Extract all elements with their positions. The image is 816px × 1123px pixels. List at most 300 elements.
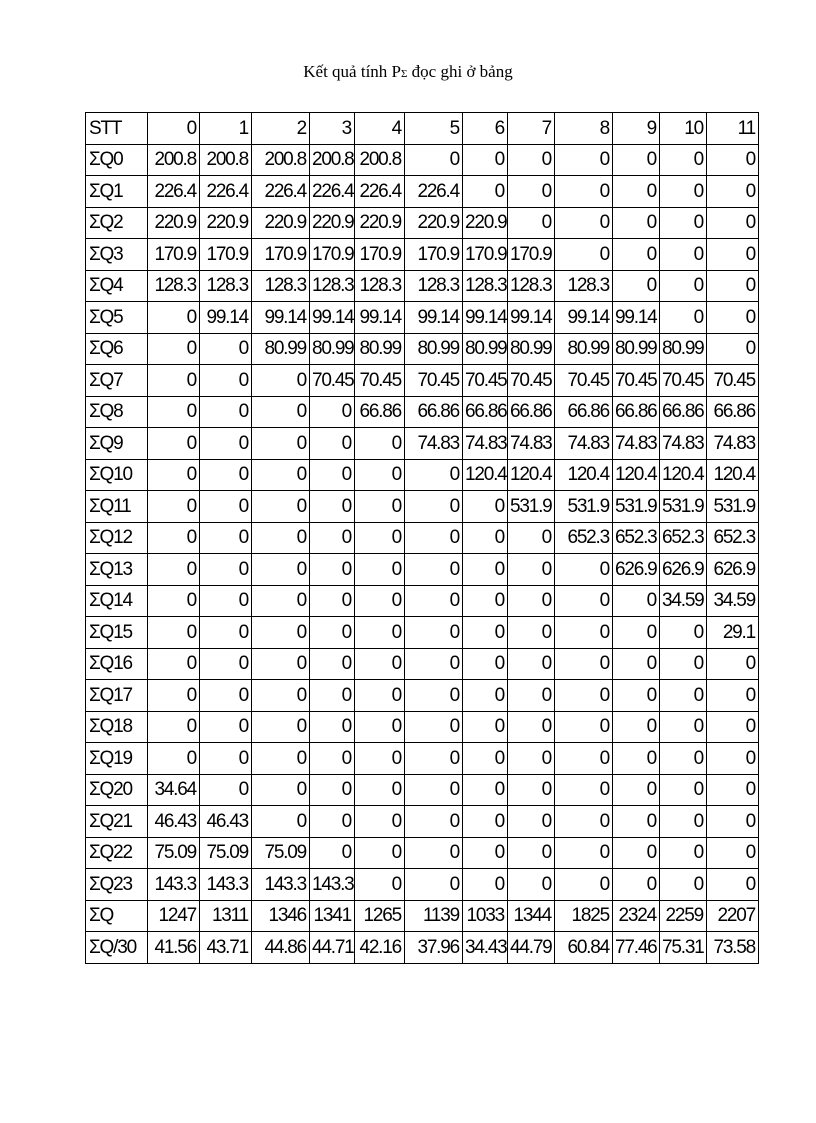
table-cell: 120.4	[660, 459, 707, 491]
table-cell: 43.71	[200, 932, 252, 964]
table-cell: 220.9	[252, 207, 310, 239]
table-cell: 226.4	[405, 176, 463, 208]
row-label: ΣQ5	[86, 302, 148, 334]
table-cell: 0	[613, 806, 660, 838]
table-cell: 44.86	[252, 932, 310, 964]
table-cell: 9	[613, 113, 660, 145]
table-cell: 0	[200, 743, 252, 775]
table-row	[86, 648, 759, 680]
table-cell: 0	[355, 711, 405, 743]
row-label: ΣQ19	[86, 743, 148, 775]
table-cell: 220.9	[200, 207, 252, 239]
table-cell: 0	[405, 459, 463, 491]
table-cell: 0	[405, 869, 463, 901]
table-cell: 0	[355, 774, 405, 806]
table-cell: 531.9	[613, 491, 660, 523]
table-row	[86, 176, 759, 208]
row-label: ΣQ	[86, 900, 148, 932]
table-cell: 80.99	[310, 333, 355, 365]
table-cell: 0	[555, 144, 613, 176]
table-cell: 0	[148, 585, 200, 617]
table-cell: 143.3	[310, 869, 355, 901]
table-cell: 0	[555, 176, 613, 208]
table-cell: 170.9	[463, 239, 508, 271]
table-cell: 0	[310, 774, 355, 806]
table-cell: 0	[355, 554, 405, 586]
table-cell: 66.86	[355, 396, 405, 428]
row-label: ΣQ23	[86, 869, 148, 901]
table-cell: 6	[463, 113, 508, 145]
table-cell: 0	[252, 554, 310, 586]
table-cell: 120.4	[707, 459, 759, 491]
table-cell: 0	[508, 869, 555, 901]
table-row	[86, 333, 759, 365]
table-cell: 0	[200, 333, 252, 365]
table-cell: 0	[200, 711, 252, 743]
table-cell: 0	[252, 585, 310, 617]
table-cell: 0	[613, 239, 660, 271]
table-cell: 0	[405, 585, 463, 617]
table-cell: 0	[405, 806, 463, 838]
table-cell: 0	[310, 743, 355, 775]
table-cell: 0	[508, 711, 555, 743]
table-cell: 0	[555, 774, 613, 806]
table-row	[86, 302, 759, 334]
table-cell: 0	[310, 491, 355, 523]
row-label: ΣQ0	[86, 144, 148, 176]
table-row	[86, 522, 759, 554]
table-cell: 0	[660, 869, 707, 901]
table-cell: 531.9	[555, 491, 613, 523]
table-cell: 0	[200, 491, 252, 523]
table-cell: 1	[200, 113, 252, 145]
table-cell: 44.79	[508, 932, 555, 964]
table-cell: 0	[707, 648, 759, 680]
table-cell: 0	[508, 774, 555, 806]
table-cell: 0	[148, 648, 200, 680]
table-cell: 0	[463, 144, 508, 176]
table-cell: 70.45	[707, 365, 759, 397]
table-cell: 0	[200, 774, 252, 806]
table-row	[86, 585, 759, 617]
table-row	[86, 680, 759, 712]
table-row	[86, 900, 759, 932]
table-cell: 0	[463, 711, 508, 743]
table-cell: 128.3	[463, 270, 508, 302]
table-cell: 0	[508, 680, 555, 712]
results-table	[85, 112, 759, 964]
table-cell: 0	[613, 869, 660, 901]
table-cell: 5	[405, 113, 463, 145]
table-cell: 66.86	[660, 396, 707, 428]
table-cell: 0	[355, 459, 405, 491]
table-row	[86, 270, 759, 302]
table-cell: 0	[508, 648, 555, 680]
table-cell: 531.9	[707, 491, 759, 523]
table-cell: 0	[148, 113, 200, 145]
table-cell: 200.8	[148, 144, 200, 176]
table-cell: 0	[660, 144, 707, 176]
table-cell: 4	[355, 113, 405, 145]
table-cell: 0	[508, 743, 555, 775]
table-cell: 120.4	[613, 459, 660, 491]
table-cell: 70.45	[355, 365, 405, 397]
table-cell: 0	[252, 774, 310, 806]
row-label: ΣQ14	[86, 585, 148, 617]
table-cell: 2207	[707, 900, 759, 932]
table-cell: 0	[148, 554, 200, 586]
caption-sigma: Σ	[401, 68, 408, 80]
table-row	[86, 743, 759, 775]
table-cell: 170.9	[405, 239, 463, 271]
table-cell: 0	[148, 396, 200, 428]
table-cell: 1265	[355, 900, 405, 932]
table-cell: 120.4	[555, 459, 613, 491]
table-cell: 66.86	[508, 396, 555, 428]
table-cell: 0	[707, 144, 759, 176]
table-cell: 0	[508, 837, 555, 869]
row-label: ΣQ11	[86, 491, 148, 523]
table-cell: 0	[310, 806, 355, 838]
table-cell: 0	[252, 428, 310, 460]
table-cell: 0	[200, 554, 252, 586]
table-cell: 626.9	[660, 554, 707, 586]
table-cell: 99.14	[355, 302, 405, 334]
table-cell: 0	[463, 806, 508, 838]
table-cell: 66.86	[613, 396, 660, 428]
table-cell: 70.45	[310, 365, 355, 397]
table-cell: 0	[555, 680, 613, 712]
table-cell: 0	[148, 617, 200, 649]
table-cell: 170.9	[252, 239, 310, 271]
table-cell: 0	[463, 491, 508, 523]
table-cell: 652.3	[613, 522, 660, 554]
table-cell: 44.71	[310, 932, 355, 964]
table-cell: 0	[660, 302, 707, 334]
table-cell: 0	[508, 806, 555, 838]
table-cell: 0	[707, 774, 759, 806]
table-cell: 74.83	[660, 428, 707, 460]
table-cell: 80.99	[555, 333, 613, 365]
row-label: ΣQ9	[86, 428, 148, 460]
table-cell: 0	[405, 144, 463, 176]
table-cell: 1341	[310, 900, 355, 932]
caption-suffix: đọc ghi ở bảng	[407, 62, 513, 81]
table-cell: 0	[613, 207, 660, 239]
table-cell: 80.99	[508, 333, 555, 365]
table-cell: 0	[613, 680, 660, 712]
table-row	[86, 396, 759, 428]
table-cell: 0	[252, 806, 310, 838]
table-cell: 0	[200, 459, 252, 491]
table-cell: 220.9	[463, 207, 508, 239]
table-cell: 80.99	[252, 333, 310, 365]
table-cell: 1344	[508, 900, 555, 932]
table-cell: 0	[660, 806, 707, 838]
table-cell: 75.09	[148, 837, 200, 869]
table-cell: 0	[200, 365, 252, 397]
table-cell: 0	[613, 837, 660, 869]
table-cell: 2324	[613, 900, 660, 932]
table-cell: 1247	[148, 900, 200, 932]
table-cell: 0	[660, 837, 707, 869]
table-cell: 80.99	[463, 333, 508, 365]
table-cell: 0	[252, 617, 310, 649]
table-cell: 7	[508, 113, 555, 145]
table-cell: 0	[660, 774, 707, 806]
table-cell: 200.8	[252, 144, 310, 176]
table-cell: 652.3	[707, 522, 759, 554]
table-cell: 0	[405, 711, 463, 743]
table-cell: 0	[508, 522, 555, 554]
table-cell: 34.64	[148, 774, 200, 806]
table-row	[86, 806, 759, 838]
table-cell: 0	[355, 617, 405, 649]
table-row	[86, 144, 759, 176]
table-cell: 0	[463, 585, 508, 617]
table-cell: 200.8	[310, 144, 355, 176]
table-cell: 0	[707, 743, 759, 775]
table-row	[86, 207, 759, 239]
table-cell: 0	[613, 743, 660, 775]
table-cell: 66.86	[555, 396, 613, 428]
table-cell: 0	[707, 837, 759, 869]
table-cell: 0	[310, 648, 355, 680]
table-cell: 0	[310, 680, 355, 712]
table-cell: 0	[148, 459, 200, 491]
table-cell: 99.14	[463, 302, 508, 334]
row-label: ΣQ17	[86, 680, 148, 712]
table-cell: 0	[508, 554, 555, 586]
table-cell: 34.59	[707, 585, 759, 617]
table-cell: 99.14	[310, 302, 355, 334]
table-cell: 128.3	[555, 270, 613, 302]
table-cell: 0	[310, 428, 355, 460]
table-cell: 0	[252, 396, 310, 428]
table-row	[86, 869, 759, 901]
row-label: ΣQ16	[86, 648, 148, 680]
table-cell: 0	[252, 680, 310, 712]
table-cell: 70.45	[463, 365, 508, 397]
table-cell: 0	[508, 207, 555, 239]
table-cell: 0	[200, 428, 252, 460]
table-cell: 0	[355, 648, 405, 680]
table-cell: 0	[200, 680, 252, 712]
row-label: ΣQ21	[86, 806, 148, 838]
table-cell: 128.3	[355, 270, 405, 302]
table-cell: 0	[463, 176, 508, 208]
row-label: ΣQ15	[86, 617, 148, 649]
table-cell: 143.3	[200, 869, 252, 901]
row-label: ΣQ20	[86, 774, 148, 806]
table-cell: 0	[463, 869, 508, 901]
table-cell: 75.09	[252, 837, 310, 869]
table-cell: 220.9	[310, 207, 355, 239]
table-cell: 42.16	[355, 932, 405, 964]
table-cell: 0	[463, 648, 508, 680]
table-cell: 170.9	[355, 239, 405, 271]
table-cell: 99.14	[200, 302, 252, 334]
row-label: ΣQ2	[86, 207, 148, 239]
table-cell: 0	[660, 743, 707, 775]
table-cell: 99.14	[508, 302, 555, 334]
row-label: ΣQ/30	[86, 932, 148, 964]
table-cell: 128.3	[148, 270, 200, 302]
table-cell: 0	[252, 711, 310, 743]
table-cell: 0	[252, 459, 310, 491]
table-cell: 74.83	[707, 428, 759, 460]
table-cell: 0	[405, 837, 463, 869]
table-cell: 0	[148, 743, 200, 775]
table-cell: 0	[555, 711, 613, 743]
table-cell: 10	[660, 113, 707, 145]
caption-prefix: Kết quả tính P	[303, 62, 402, 81]
row-label: ΣQ8	[86, 396, 148, 428]
table-cell: 0	[148, 428, 200, 460]
table-cell: 70.45	[660, 365, 707, 397]
table-cell: 0	[148, 302, 200, 334]
table-cell: 128.3	[405, 270, 463, 302]
table-cell: 128.3	[310, 270, 355, 302]
table-cell: 70.45	[613, 365, 660, 397]
table-cell: 626.9	[707, 554, 759, 586]
table-cell: 29.1	[707, 617, 759, 649]
table-cell: 0	[707, 711, 759, 743]
table-cell: 226.4	[252, 176, 310, 208]
table-cell: 226.4	[148, 176, 200, 208]
table-row	[86, 711, 759, 743]
table-cell: 0	[310, 837, 355, 869]
table-cell: 0	[613, 648, 660, 680]
table-cell: 70.45	[555, 365, 613, 397]
row-label: ΣQ22	[86, 837, 148, 869]
table-cell: 652.3	[660, 522, 707, 554]
table-cell: 0	[613, 585, 660, 617]
table-cell: 41.56	[148, 932, 200, 964]
table-cell: 0	[555, 554, 613, 586]
table-cell: 0	[405, 617, 463, 649]
table-row	[86, 774, 759, 806]
table-cell: 60.84	[555, 932, 613, 964]
table-cell: 0	[200, 522, 252, 554]
table-cell: 0	[707, 302, 759, 334]
table-cell: 0	[555, 837, 613, 869]
table-row	[86, 554, 759, 586]
table-cell: 99.14	[555, 302, 613, 334]
table-caption	[0, 62, 816, 82]
table-cell: 0	[148, 365, 200, 397]
row-label: ΣQ3	[86, 239, 148, 271]
table-cell: 0	[508, 617, 555, 649]
table-cell: 0	[252, 743, 310, 775]
table-cell: 0	[355, 743, 405, 775]
table-cell: 0	[555, 239, 613, 271]
row-label: ΣQ1	[86, 176, 148, 208]
table-cell: 0	[707, 333, 759, 365]
table-row	[86, 459, 759, 491]
row-label: ΣQ6	[86, 333, 148, 365]
table-cell: 0	[660, 617, 707, 649]
table-cell: 531.9	[508, 491, 555, 523]
table-cell: 0	[310, 522, 355, 554]
row-label: ΣQ7	[86, 365, 148, 397]
table-cell: 0	[252, 648, 310, 680]
table-cell: 1033	[463, 900, 508, 932]
table-cell: 77.46	[613, 932, 660, 964]
table-row	[86, 932, 759, 964]
table-cell: 66.86	[405, 396, 463, 428]
table-cell: 74.83	[463, 428, 508, 460]
table-cell: 120.4	[508, 459, 555, 491]
table-cell: 0	[355, 585, 405, 617]
table-cell: 170.9	[200, 239, 252, 271]
table-cell: 74.83	[405, 428, 463, 460]
table-cell: 0	[660, 680, 707, 712]
table-cell: 0	[355, 522, 405, 554]
table-cell: 0	[555, 648, 613, 680]
table-cell: 226.4	[355, 176, 405, 208]
table-cell: 0	[148, 522, 200, 554]
table-cell: 0	[405, 743, 463, 775]
table-cell: 99.14	[613, 302, 660, 334]
table-cell: 0	[310, 617, 355, 649]
table-cell: 46.43	[200, 806, 252, 838]
table-cell: 0	[355, 491, 405, 523]
row-label: ΣQ4	[86, 270, 148, 302]
table-cell: 0	[405, 491, 463, 523]
table-cell: 70.45	[405, 365, 463, 397]
table-cell: 2	[252, 113, 310, 145]
table-cell: 0	[555, 806, 613, 838]
table-cell: 0	[310, 585, 355, 617]
table-cell: 652.3	[555, 522, 613, 554]
table-cell: 0	[613, 711, 660, 743]
table-cell: 0	[707, 239, 759, 271]
table-cell: 0	[310, 396, 355, 428]
row-label: ΣQ18	[86, 711, 148, 743]
table-cell: 128.3	[508, 270, 555, 302]
table-row	[86, 365, 759, 397]
header-row	[86, 113, 759, 145]
table-cell: 1825	[555, 900, 613, 932]
table-cell: 226.4	[200, 176, 252, 208]
table-cell: 531.9	[660, 491, 707, 523]
table-cell: 70.45	[508, 365, 555, 397]
table-cell: 0	[355, 680, 405, 712]
table-row	[86, 837, 759, 869]
table-cell: 120.4	[463, 459, 508, 491]
table-cell: 0	[405, 774, 463, 806]
table-cell: 46.43	[148, 806, 200, 838]
table-cell: 0	[660, 648, 707, 680]
table-cell: 220.9	[355, 207, 405, 239]
table-cell: 66.86	[707, 396, 759, 428]
table-cell: 80.99	[613, 333, 660, 365]
table-cell: 0	[613, 144, 660, 176]
table-cell: 0	[463, 743, 508, 775]
table-cell: 8	[555, 113, 613, 145]
table-cell: 0	[310, 459, 355, 491]
table-cell: 0	[200, 396, 252, 428]
table-cell: 0	[405, 680, 463, 712]
table-row	[86, 491, 759, 523]
table-cell: 0	[148, 680, 200, 712]
table-cell: 0	[660, 711, 707, 743]
table-cell: 34.59	[660, 585, 707, 617]
table-cell: 0	[508, 176, 555, 208]
table-cell: 80.99	[405, 333, 463, 365]
table-cell: 220.9	[148, 207, 200, 239]
